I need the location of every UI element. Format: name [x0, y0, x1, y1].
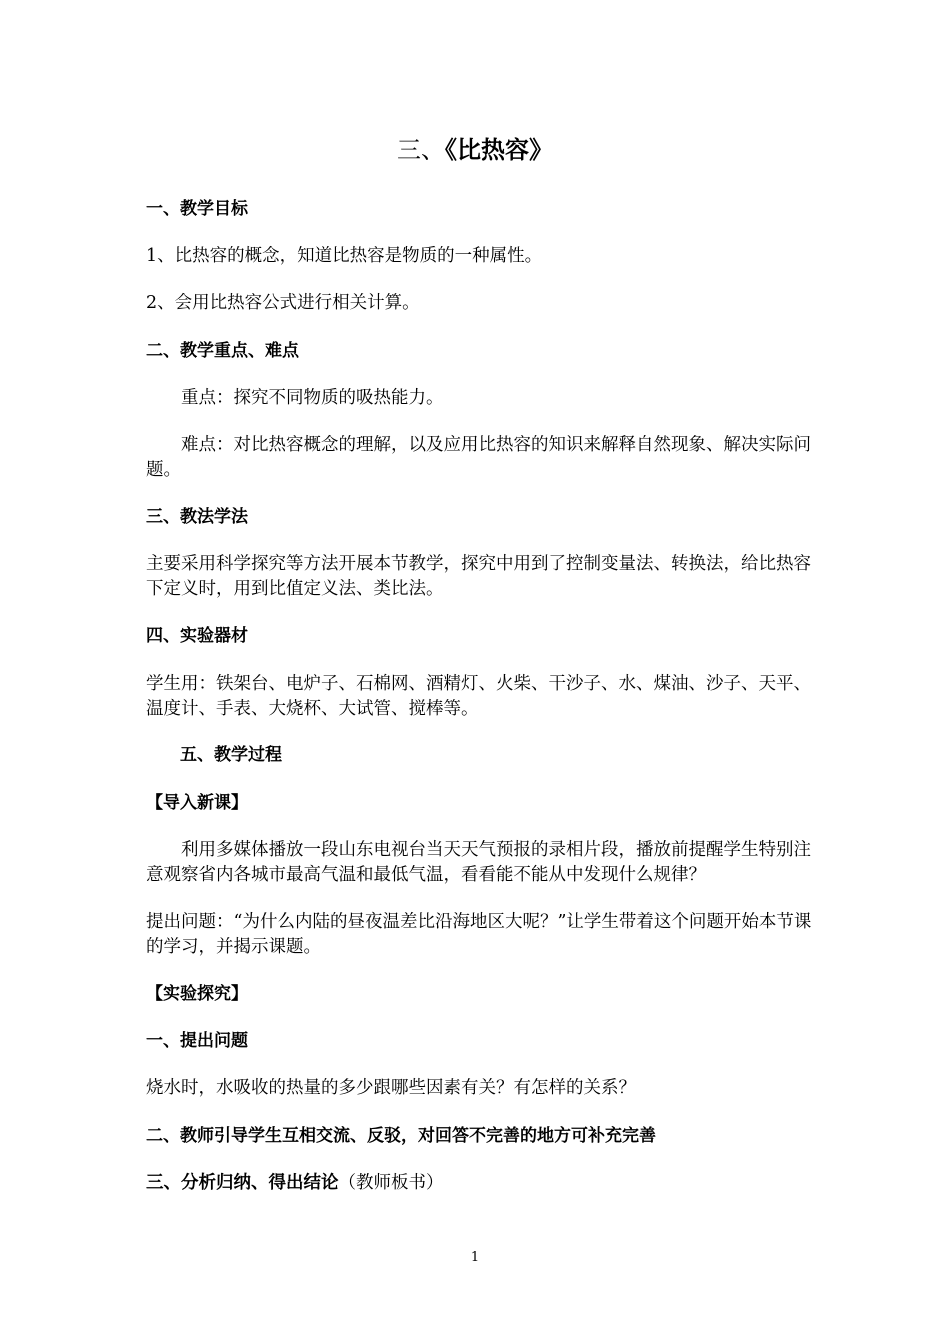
goals-heading: 一、教学目标 — [146, 199, 248, 219]
key-point-text: 重点：探究不同物质的吸热能力。 — [181, 388, 444, 408]
document-title — [0, 134, 950, 166]
methods-heading: 三、教法学法 — [146, 507, 248, 527]
methods-text: 主要采用科学探究等方法开展本节教学，探究中用到了控制变量法、转换法，给比热容下定义时，用到比值定义法、类比法。 — [146, 554, 811, 599]
step3-note: （教师板书） — [338, 1173, 444, 1193]
intro-heading: 【导入新课】 — [146, 793, 248, 813]
step3-heading: 三、分析归纳、得出结论 — [146, 1173, 339, 1193]
title-prefix: 三、 — [397, 136, 445, 164]
equipment-heading: 四、实验器材 — [146, 626, 248, 646]
experiment-heading: 【实验探究】 — [146, 984, 248, 1004]
title-main: 《比热容》 — [445, 136, 553, 164]
question-text: 提出问题：“为什么内陆的昼夜温差比沿海地区大呢？”让学生带着这个问题开始本节课的学习，并揭示课题。 — [146, 912, 812, 957]
page-number: 1 — [470, 1250, 480, 1265]
step1-text: 烧水时，水吸收的热量的多少跟哪些因素有关？有怎样的关系？ — [146, 1078, 636, 1098]
intro-text: 利用多媒体播放一段山东电视台当天天气预报的录相片段，播放前提醒学生特别注意观察省内各城市最高气温和最低气温，看看能不能从中发现什么规律？ — [146, 840, 811, 885]
step2-heading: 二、教师引导学生互相交流、反驳，对回答不完善的地方可补充完善 — [146, 1126, 656, 1146]
difficulty-text: 难点：对比热容概念的理解，以及应用比热容的知识来解释自然现象、解决实际问题。 — [146, 435, 811, 480]
key-points-heading: 二、教学重点、难点 — [146, 341, 299, 361]
goal-item-2: 2、会用比热容公式进行相关计算。 — [146, 293, 420, 313]
process-heading: 五、教学过程 — [180, 745, 282, 765]
step3-line — [146, 1171, 814, 1196]
step1-heading: 一、提出问题 — [146, 1031, 248, 1051]
goal-item-1: 1、比热容的概念，知道比热容是物质的一种属性。 — [146, 246, 543, 266]
equipment-text: 学生用：铁架台、电炉子、石棉网、酒精灯、火柴、干沙子、水、煤油、沙子、天平、温度计、手表、大烧杯、大试管、搅棒等。 — [146, 674, 811, 719]
